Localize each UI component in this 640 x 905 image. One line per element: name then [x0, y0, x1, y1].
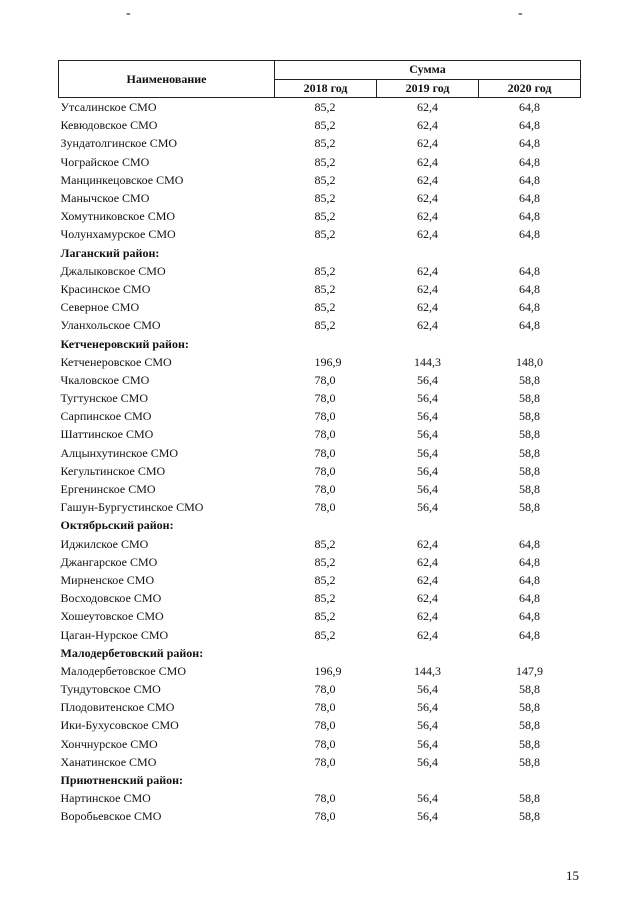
table-row	[59, 571, 581, 589]
table-row	[59, 262, 581, 280]
table-row	[59, 589, 581, 607]
value-2018: 85,2	[314, 118, 336, 133]
value-2020: 64,8	[519, 572, 541, 587]
value-2018: 78,0	[314, 463, 336, 478]
value-2018: 78,0	[314, 718, 336, 733]
municipality-name: Утсалинское СМО	[60, 100, 157, 115]
value-2019: 56,4	[417, 682, 438, 697]
value-2018: 78,0	[314, 409, 336, 424]
column-header-2018: 2018 год	[275, 79, 377, 98]
table-row	[59, 789, 581, 807]
value-2020: 58,8	[519, 409, 541, 424]
table-row	[59, 625, 581, 643]
district-heading: Малодербетовский район:	[60, 645, 204, 660]
value-2018: 85,2	[314, 609, 336, 624]
value-2018: 78,0	[314, 482, 336, 497]
value-2019: 62,4	[417, 227, 438, 242]
value-2018: 85,2	[314, 572, 336, 587]
value-2019: 62,4	[417, 536, 438, 551]
table-row	[59, 153, 581, 171]
value-2019: 62,4	[417, 318, 438, 333]
municipality-name: Шаттинское СМО	[60, 427, 154, 442]
table-row	[59, 371, 581, 389]
value-2018: 78,0	[314, 500, 336, 515]
value-2019: 62,4	[417, 209, 438, 224]
value-2019: 144,3	[414, 663, 441, 678]
value-2019: 56,4	[417, 809, 438, 824]
table-row	[59, 735, 581, 753]
municipality-name: Ергенинское СМО	[60, 482, 156, 497]
municipality-name: Тугтунское СМО	[60, 391, 149, 406]
value-2020: 58,8	[519, 500, 541, 515]
value-2020: 64,8	[519, 154, 541, 169]
municipality-name: Хомутниковское СМО	[60, 209, 176, 224]
value-2018: 78,0	[314, 791, 336, 806]
value-2019: 56,4	[417, 463, 438, 478]
value-2018: 85,2	[314, 554, 336, 569]
table-row	[59, 716, 581, 734]
district-heading: Октябрьский район:	[60, 518, 174, 533]
value-2020: 64,8	[519, 227, 541, 242]
municipality-name: Восходовское СМО	[60, 591, 162, 606]
value-2020: 64,8	[519, 281, 541, 296]
municipality-name: Джалыковское СМО	[60, 263, 166, 278]
table-row	[59, 98, 581, 117]
table-row	[59, 280, 581, 298]
value-2020: 64,8	[519, 172, 541, 187]
value-2020: 147,9	[516, 663, 544, 678]
municipality-name: Кетченеровское СМО	[60, 354, 172, 369]
municipality-name: Малодербетовское СМО	[60, 663, 186, 678]
table-row	[59, 425, 581, 443]
municipality-name: Северное СМО	[60, 300, 140, 315]
table-row	[59, 662, 581, 680]
value-2019: 56,4	[417, 372, 438, 387]
municipality-name: Цаган-Нурское СМО	[60, 627, 169, 642]
value-2020: 64,8	[519, 300, 541, 315]
table-row	[59, 498, 581, 516]
value-2020: 58,8	[519, 809, 541, 824]
municipality-name: Гашун-Бургустинское СМО	[60, 500, 204, 515]
table-row	[59, 698, 581, 716]
district-heading-row	[59, 244, 581, 262]
value-2020: 64,8	[519, 318, 541, 333]
value-2019: 56,4	[417, 391, 438, 406]
table-row	[59, 225, 581, 243]
value-2018: 78,0	[314, 754, 336, 769]
municipality-name: Хошеутовское СМО	[60, 609, 164, 624]
table-row	[59, 353, 581, 371]
table-row	[59, 807, 581, 825]
table-body	[59, 98, 581, 826]
municipality-name: Уланхольское СМО	[60, 318, 161, 333]
column-header-2019: 2019 год	[377, 79, 479, 98]
value-2019: 62,4	[417, 136, 438, 151]
table-row	[59, 553, 581, 571]
table-row	[59, 316, 581, 334]
value-2019: 56,4	[417, 500, 438, 515]
municipality-name: Сарпинское СМО	[60, 409, 152, 424]
value-2020: 58,8	[519, 718, 541, 733]
value-2018: 85,2	[314, 154, 336, 169]
value-2019: 62,4	[417, 300, 438, 315]
district-heading: Кетченеровский район:	[60, 336, 189, 351]
municipality-name: Ики-Бухусовское СМО	[60, 718, 179, 733]
value-2020: 58,8	[519, 463, 541, 478]
value-2019: 62,4	[417, 191, 438, 206]
value-2018: 85,2	[314, 209, 336, 224]
value-2018: 85,2	[314, 281, 336, 296]
value-2018: 85,2	[314, 536, 336, 551]
district-heading-row	[59, 516, 581, 534]
value-2019: 62,4	[417, 627, 438, 642]
value-2019: 56,4	[417, 754, 438, 769]
value-2019: 56,4	[417, 427, 438, 442]
budget-table	[58, 60, 581, 826]
value-2018: 85,2	[314, 591, 336, 606]
municipality-name: Зундатолгинское СМО	[60, 136, 178, 151]
municipality-name: Мирненское СМО	[60, 572, 155, 587]
value-2018: 78,0	[314, 736, 336, 751]
value-2020: 64,8	[519, 100, 541, 115]
table-header	[59, 61, 581, 98]
value-2019: 62,4	[417, 609, 438, 624]
value-2019: 56,4	[417, 700, 438, 715]
value-2020: 64,8	[519, 209, 541, 224]
value-2019: 56,4	[417, 736, 438, 751]
district-heading: Лаганский район:	[60, 245, 160, 260]
value-2020: 64,8	[519, 554, 541, 569]
value-2018: 85,2	[314, 227, 336, 242]
value-2020: 58,8	[519, 372, 541, 387]
column-header-sum: Сумма	[275, 61, 581, 80]
value-2020: 58,8	[519, 700, 541, 715]
column-header-name: Наименование	[59, 61, 275, 98]
district-heading-row	[59, 334, 581, 352]
value-2020: 58,8	[519, 427, 541, 442]
value-2019: 56,4	[417, 409, 438, 424]
value-2019: 62,4	[417, 263, 438, 278]
value-2018: 85,2	[314, 263, 336, 278]
value-2019: 56,4	[417, 791, 438, 806]
table-row	[59, 680, 581, 698]
value-2018: 85,2	[314, 191, 336, 206]
municipality-name: Нартинское СМО	[60, 791, 151, 806]
table-row	[59, 189, 581, 207]
value-2020: 58,8	[519, 736, 541, 751]
municipality-name: Чкаловское СМО	[60, 372, 150, 387]
value-2020: 64,8	[519, 263, 541, 278]
value-2020: 64,8	[519, 136, 541, 151]
municipality-name: Манычское СМО	[60, 191, 150, 206]
municipality-name: Воробьевское СМО	[60, 809, 162, 824]
municipality-name: Кегультинское СМО	[60, 463, 166, 478]
value-2020: 58,8	[519, 482, 541, 497]
table-row	[59, 116, 581, 134]
table-row	[59, 480, 581, 498]
value-2020: 64,8	[519, 118, 541, 133]
top-right-dash: -	[518, 6, 523, 21]
value-2018: 78,0	[314, 809, 336, 824]
district-heading-row	[59, 771, 581, 789]
value-2018: 78,0	[314, 445, 336, 460]
value-2018: 78,0	[314, 372, 336, 387]
value-2018: 78,0	[314, 427, 336, 442]
value-2019: 56,4	[417, 445, 438, 460]
value-2020: 64,8	[519, 536, 541, 551]
table-row	[59, 298, 581, 316]
table-row	[59, 389, 581, 407]
table-row	[59, 407, 581, 425]
value-2019: 62,4	[417, 172, 438, 187]
value-2020: 64,8	[519, 609, 541, 624]
value-2019: 62,4	[417, 591, 438, 606]
top-left-dash: -	[126, 6, 131, 21]
value-2020: 58,8	[519, 445, 541, 460]
district-heading-row	[59, 644, 581, 662]
value-2020: 64,8	[519, 627, 541, 642]
value-2019: 62,4	[417, 554, 438, 569]
municipality-name: Алцынхутинское СМО	[60, 445, 179, 460]
municipality-name: Красинское СМО	[60, 281, 151, 296]
table-row	[59, 535, 581, 553]
value-2018: 85,2	[314, 300, 336, 315]
municipality-name: Манцинкецовское СМО	[60, 172, 184, 187]
value-2018: 85,2	[314, 172, 336, 187]
municipality-name: Ханатинское СМО	[60, 754, 157, 769]
municipality-name: Хончнурское СМО	[60, 736, 158, 751]
table-row	[59, 207, 581, 225]
value-2020: 58,8	[519, 791, 541, 806]
value-2020: 58,8	[519, 391, 541, 406]
value-2018: 85,2	[314, 627, 336, 642]
value-2019: 62,4	[417, 100, 438, 115]
value-2018: 78,0	[314, 391, 336, 406]
value-2019: 62,4	[417, 118, 438, 133]
value-2020: 64,8	[519, 191, 541, 206]
district-heading: Приютненский район:	[60, 773, 184, 788]
value-2020: 58,8	[519, 682, 541, 697]
table-row	[59, 462, 581, 480]
table-row	[59, 134, 581, 152]
value-2018: 85,2	[314, 136, 336, 151]
municipality-name: Тундутовское СМО	[60, 682, 161, 697]
table-row	[59, 607, 581, 625]
value-2018: 78,0	[314, 700, 336, 715]
value-2019: 56,4	[417, 718, 438, 733]
value-2018: 85,2	[314, 318, 336, 333]
table-row	[59, 444, 581, 462]
table-row	[59, 753, 581, 771]
value-2020: 64,8	[519, 591, 541, 606]
municipality-name: Джангарское СМО	[60, 554, 158, 569]
value-2019: 62,4	[417, 281, 438, 296]
value-2020: 58,8	[519, 754, 541, 769]
page-number: 15	[566, 868, 579, 883]
value-2018: 85,2	[314, 100, 336, 115]
value-2019: 144,3	[414, 354, 441, 369]
value-2019: 62,4	[417, 572, 438, 587]
municipality-name: Иджилское СМО	[60, 536, 149, 551]
municipality-name: Чограйское СМО	[60, 154, 150, 169]
municipality-name: Кевюдовское СМО	[60, 118, 158, 133]
municipality-name: Плодовитенское СМО	[60, 700, 175, 715]
value-2018: 78,0	[314, 682, 336, 697]
table-row	[59, 171, 581, 189]
value-2020: 148,0	[516, 354, 544, 369]
municipality-name: Чолунхамурское СМО	[60, 227, 176, 242]
value-2019: 62,4	[417, 154, 438, 169]
value-2019: 56,4	[417, 482, 438, 497]
column-header-2020: 2020 год	[479, 79, 581, 98]
value-2018: 196,9	[314, 663, 342, 678]
value-2018: 196,9	[314, 354, 342, 369]
